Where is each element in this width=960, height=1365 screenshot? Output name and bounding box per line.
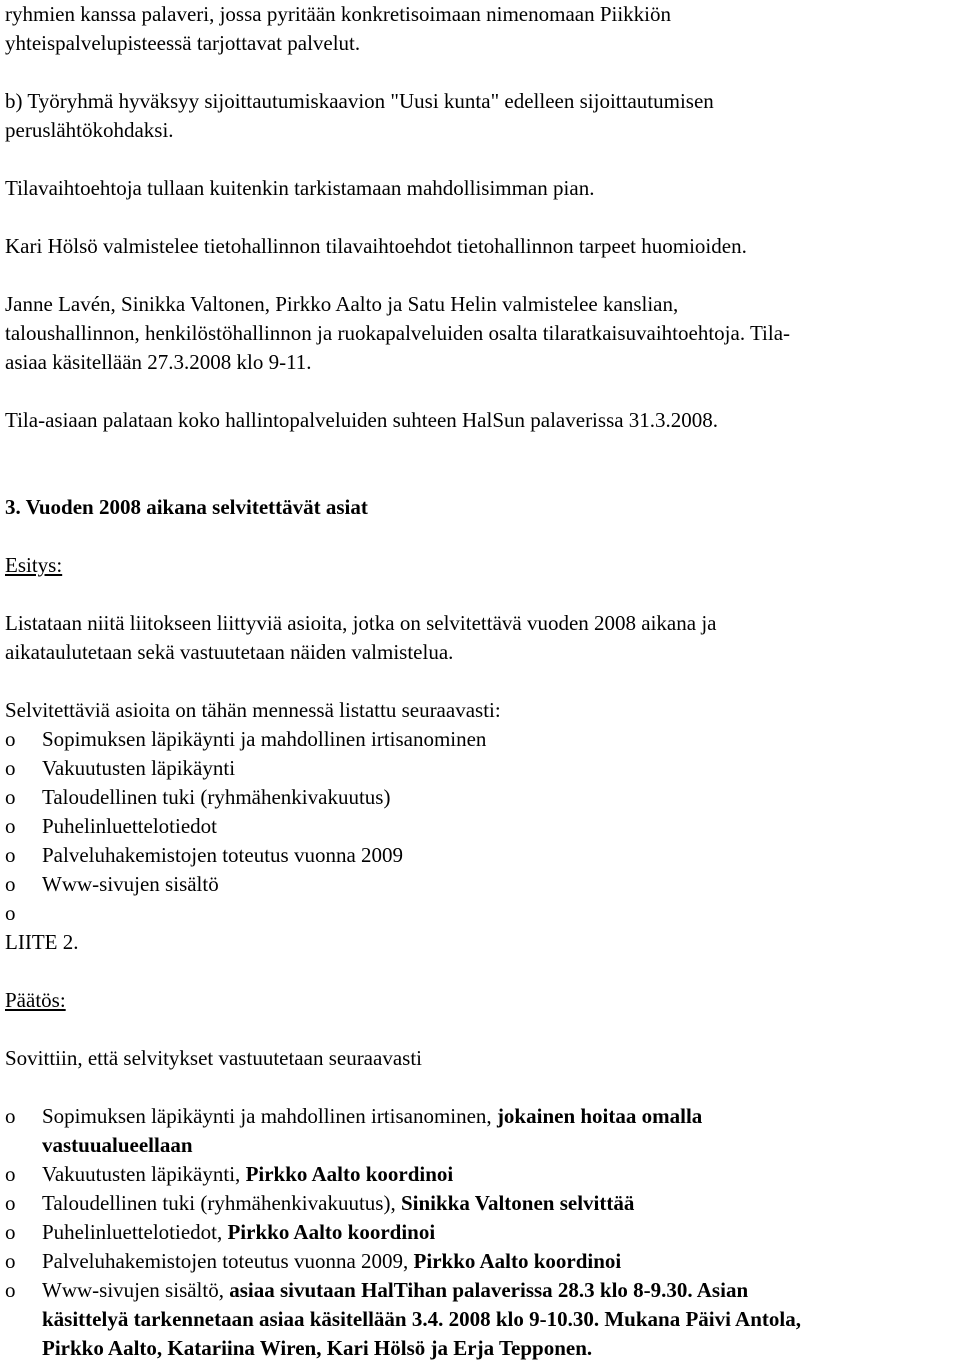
text-line: aikataulutetaan sekä vastuutetaan näiden valmistelua. [5, 640, 454, 664]
text-line: LIITE 2. [5, 930, 79, 954]
list-item-text: Taloudellinen tuki (ryhmähenkivakuutus) [42, 785, 391, 809]
decision-responsible: Pirkko Aalto, Katariina Wiren, Kari Hölsö ja Erja Tepponen. [42, 1336, 593, 1360]
esitys-label [5, 551, 960, 580]
decision-text: Palveluhakemistojen toteutus vuonna 2009, [42, 1249, 414, 1273]
decision-item [5, 1218, 960, 1247]
list-item [5, 870, 960, 899]
paatos-label [5, 986, 960, 1015]
list-item-text: Puhelinluettelotiedot [42, 814, 217, 838]
decision-responsible: jokainen hoitaa omalla [496, 1104, 703, 1128]
decision-text: Www-sivujen sisältö, [42, 1278, 230, 1302]
decision-item [5, 1276, 960, 1363]
text-line: Listataan niitä liitokseen liittyviä asioita, jotka on selvitettävä vuoden 2008 aikana ja [5, 611, 717, 635]
text-line: yhteispalvelupisteessä tarjottavat palvelut. [5, 31, 361, 55]
decision-item [5, 1102, 960, 1160]
decision-responsible: Sinikka Valtonen selvittää [400, 1191, 635, 1215]
text-line: Janne Lavén, Sinikka Valtonen, Pirkko Aalto ja Satu Helin valmistelee kanslian, [5, 292, 679, 316]
bullet-marker: o [5, 872, 16, 896]
paatos-label-text: Päätös: [5, 988, 66, 1012]
text-line: asiaa käsitellään 27.3.2008 klo 9-11. [5, 350, 312, 374]
decision-responsible: Pirkko Aalto koordinoi [245, 1162, 454, 1186]
section-title: Vuoden 2008 aikana selvitettävät asiat [25, 495, 368, 519]
list-item-text: Palveluhakemistojen toteutus vuonna 2009 [42, 843, 404, 867]
list-item [5, 812, 960, 841]
section-number: 3. [5, 495, 21, 519]
bullet-marker: o [5, 1162, 16, 1186]
list-intro [5, 696, 960, 725]
decisions-list [5, 1102, 960, 1363]
paragraph-b [5, 87, 960, 145]
bullet-marker: o [5, 1220, 16, 1244]
list-item [5, 783, 960, 812]
text-line: b) Työryhmä hyväksyy sijoittautumiskaavion "Uusi kunta" edelleen sijoittautumisen [5, 89, 714, 113]
bullet-marker: o [5, 756, 16, 780]
paragraph-esitys [5, 609, 960, 667]
bullet-marker: o [5, 1278, 16, 1302]
paragraph-holso [5, 232, 960, 261]
decision-text: Vakuutusten läpikäynti, [42, 1162, 246, 1186]
bullet-marker: o [5, 785, 16, 809]
bullet-marker: o [5, 1104, 16, 1128]
decision-responsible: Pirkko Aalto koordinoi [413, 1249, 622, 1273]
paragraph-piikkio [5, 0, 960, 58]
list-item-text [42, 901, 47, 925]
bullet-marker: o [5, 727, 16, 751]
paragraph-tilavaihtoehdot [5, 174, 960, 203]
decision-text: Taloudellinen tuki (ryhmähenkivakuutus), [42, 1191, 401, 1215]
section-heading [5, 493, 960, 522]
text-line: peruslähtökohdaksi. [5, 118, 174, 142]
decision-item [5, 1189, 960, 1218]
text-line: Selvitettäviä asioita on tähän mennessä listattu seuraavasti: [5, 698, 501, 722]
esitys-label-text: Esitys: [5, 553, 63, 577]
list-item [5, 754, 960, 783]
text-line: ryhmien kanssa palaveri, jossa pyritään konkretisoimaan nimenomaan Piikkiön [5, 2, 672, 26]
bullet-marker: o [5, 901, 16, 925]
list-item [5, 841, 960, 870]
paragraph-laven [5, 290, 960, 377]
decision-responsible: vastuualueellaan [42, 1133, 193, 1157]
list-item-text: Sopimuksen läpikäynti ja mahdollinen irtisanominen [42, 727, 487, 751]
bullet-marker: o [5, 1191, 16, 1215]
decision-item [5, 1247, 960, 1276]
text-line: Tilavaihtoehtoja tullaan kuitenkin tarkistamaan mahdollisimman pian. [5, 176, 595, 200]
text-line: taloushallinnon, henkilöstöhallinnon ja ruokapalveluiden osalta tilaratkaisuvaihtoehtoja. Tila- [5, 321, 791, 345]
decision-responsible: Pirkko Aalto koordinoi [227, 1220, 436, 1244]
bullet-marker: o [5, 843, 16, 867]
bullet-marker: o [5, 1249, 16, 1273]
topics-list [5, 725, 960, 928]
list-item-text: Www-sivujen sisältö [42, 872, 219, 896]
decision-responsible: käsittelyä tarkennetaan asiaa käsitellään 3.4. 2008 klo 9-10.30. Mukana Päivi Antola, [42, 1307, 801, 1331]
attachment-reference [5, 928, 960, 957]
list-item [5, 899, 960, 928]
text-line: Kari Hölsö valmistelee tietohallinnon tilavaihtoehdot tietohallinnon tarpeet huomioiden. [5, 234, 747, 258]
text-line: Tila-asiaan palataan koko hallintopalveluiden suhteen HalSun palaverissa 31.3.2008. [5, 408, 719, 432]
bullet-marker: o [5, 814, 16, 838]
decision-text: Puhelinluettelotiedot, [42, 1220, 228, 1244]
paatos-intro [5, 1044, 960, 1073]
decision-responsible: asiaa sivutaan HalTihan palaverissa 28.3 klo 8-9.30. Asian [229, 1278, 749, 1302]
decision-text: Sopimuksen läpikäynti ja mahdollinen irtisanominen, [42, 1104, 497, 1128]
text-line: Sovittiin, että selvitykset vastuutetaan seuraavasti [5, 1046, 422, 1070]
paragraph-halsu [5, 406, 960, 435]
list-item [5, 725, 960, 754]
decision-item [5, 1160, 960, 1189]
list-item-text: Vakuutusten läpikäynti [42, 756, 236, 780]
